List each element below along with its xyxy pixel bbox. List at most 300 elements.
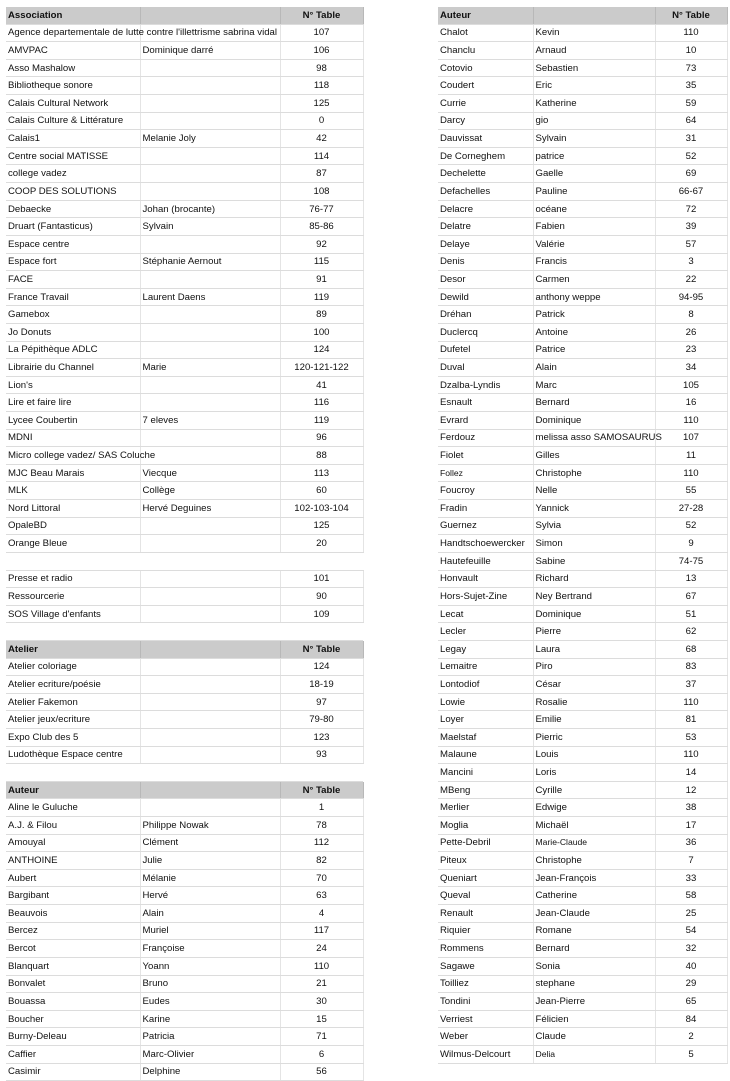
table-row — [6, 993, 363, 1011]
detail-cell — [140, 535, 280, 553]
detail-cell: Patrice — [533, 341, 655, 359]
name-cell: MLK — [6, 482, 140, 500]
name-cell: Presse et radio — [6, 570, 140, 588]
name-cell: Espace centre — [6, 235, 140, 253]
table-row — [438, 394, 727, 412]
table-row — [438, 1010, 727, 1028]
table-number-cell: 41 — [280, 376, 363, 394]
detail-cell: Viecque — [140, 464, 280, 482]
name-cell: Chanclu — [438, 42, 533, 60]
table-row — [6, 253, 363, 271]
detail-cell: Karine — [140, 1010, 280, 1028]
table-number-cell: 73 — [655, 59, 727, 77]
table-row — [438, 95, 727, 113]
header-cell: N° Table — [655, 7, 727, 24]
detail-cell: Philippe Nowak — [140, 817, 280, 835]
header-cell: Auteur — [438, 7, 533, 24]
detail-cell: Michaël — [533, 817, 655, 835]
table-number-cell: 55 — [655, 482, 727, 500]
table-row — [438, 975, 727, 993]
detail-cell: 7 eleves — [140, 412, 280, 430]
table-row — [438, 552, 727, 570]
name-cell: Hors-Sujet-Zine — [438, 588, 533, 606]
name-cell: Duclercq — [438, 323, 533, 341]
name-cell: Wilmus-Delcourt — [438, 1045, 533, 1063]
name-cell: Casimir — [6, 1063, 140, 1081]
table-number-cell: 51 — [655, 605, 727, 623]
table-row — [438, 957, 727, 975]
detail-cell — [140, 77, 280, 95]
detail-cell — [140, 676, 280, 694]
detail-cell: Marie-Claude — [533, 834, 655, 852]
table-row — [438, 852, 727, 870]
name-cell: Legay — [438, 640, 533, 658]
name-cell: Calais Cultural Network — [6, 95, 140, 113]
name-cell: Moglia — [438, 817, 533, 835]
table-row — [6, 799, 363, 817]
name-cell: Amouyal — [6, 834, 140, 852]
detail-cell — [140, 447, 280, 465]
table-number-cell: 88 — [280, 447, 363, 465]
table-number-cell: 52 — [655, 517, 727, 535]
table-number-cell: 22 — [655, 271, 727, 289]
table-row — [6, 1063, 363, 1081]
table-number-cell: 105 — [655, 376, 727, 394]
name-cell: France Travail — [6, 288, 140, 306]
detail-cell: Kevin — [533, 24, 655, 42]
table-number-cell: 124 — [280, 658, 363, 676]
table-row — [438, 200, 727, 218]
table-number-cell: 60 — [280, 482, 363, 500]
name-cell: Orange Bleue — [6, 535, 140, 553]
name-cell: Gamebox — [6, 306, 140, 324]
name-cell: Espace fort — [6, 253, 140, 271]
table-row — [438, 887, 727, 905]
right-column — [438, 7, 727, 1064]
detail-cell: patrice — [533, 147, 655, 165]
detail-cell: Ney Bertrand — [533, 588, 655, 606]
detail-cell: Richard — [533, 570, 655, 588]
table-number-cell: 112 — [280, 834, 363, 852]
table-row — [438, 728, 727, 746]
detail-cell: Bruno — [140, 975, 280, 993]
table-number-cell: 58 — [655, 887, 727, 905]
table-row — [438, 993, 727, 1011]
table-number-cell: 7 — [655, 852, 727, 870]
table-row — [6, 676, 363, 694]
name-cell — [6, 764, 140, 782]
table-number-cell: 27-28 — [655, 500, 727, 518]
detail-cell: Gaelle — [533, 165, 655, 183]
table-number-cell: 10 — [655, 42, 727, 60]
name-cell: Mancini — [438, 764, 533, 782]
detail-cell: Antoine — [533, 323, 655, 341]
table-row — [438, 464, 727, 482]
table-number-cell: 96 — [280, 429, 363, 447]
table-number-cell: 110 — [655, 693, 727, 711]
detail-cell — [140, 517, 280, 535]
table-number-cell: 110 — [655, 24, 727, 42]
table-row — [6, 552, 363, 570]
table-row — [438, 570, 727, 588]
table-row — [438, 623, 727, 641]
table-number-cell: 97 — [280, 693, 363, 711]
detail-cell: melissa asso SAMOSAURUS — [533, 429, 655, 447]
detail-cell — [140, 588, 280, 606]
table-row — [438, 412, 727, 430]
table-number-cell: 118 — [280, 77, 363, 95]
table-row — [438, 588, 727, 606]
header-cell: Association — [6, 7, 140, 24]
table-row — [438, 165, 727, 183]
table-row — [6, 200, 363, 218]
name-cell: Druart (Fantasticus) — [6, 218, 140, 236]
name-cell: Delatre — [438, 218, 533, 236]
detail-cell: Louis — [533, 746, 655, 764]
name-cell: Desor — [438, 271, 533, 289]
name-cell: Loyer — [438, 711, 533, 729]
table-row — [6, 376, 363, 394]
name-cell: Lecler — [438, 623, 533, 641]
table-number-cell: 123 — [280, 728, 363, 746]
header-cell: Atelier — [6, 641, 140, 658]
table-row — [438, 746, 727, 764]
detail-cell: Jean-François — [533, 869, 655, 887]
name-cell: Ludothèque Espace centre — [6, 746, 140, 764]
table-number-cell: 125 — [280, 517, 363, 535]
table-row — [6, 323, 363, 341]
name-cell: Defachelles — [438, 183, 533, 201]
detail-cell: Loris — [533, 764, 655, 782]
table-row — [438, 676, 727, 694]
table-number-cell: 9 — [655, 535, 727, 553]
detail-cell: Valérie — [533, 235, 655, 253]
table-row — [438, 869, 727, 887]
detail-cell: Jean-Claude — [533, 905, 655, 923]
name-cell: Bonvalet — [6, 975, 140, 993]
table-row — [6, 940, 363, 958]
table-number-cell: 20 — [280, 535, 363, 553]
table-row — [6, 95, 363, 113]
name-cell: Esnault — [438, 394, 533, 412]
table-row — [438, 323, 727, 341]
name-cell: Darcy — [438, 112, 533, 130]
table-number-cell: 13 — [655, 570, 727, 588]
detail-cell: Christophe — [533, 852, 655, 870]
name-cell: Ressourcerie — [6, 588, 140, 606]
table-number-cell: 113 — [280, 464, 363, 482]
header-cell: N° Table — [280, 782, 363, 799]
table-number-cell: 91 — [280, 271, 363, 289]
table-row — [438, 482, 727, 500]
table-header — [6, 782, 363, 799]
table-row — [6, 359, 363, 377]
name-cell: ANTHOINE — [6, 852, 140, 870]
name-cell: Dewild — [438, 288, 533, 306]
name-cell: SOS Village d'enfants — [6, 605, 140, 623]
detail-cell: Dominique darré — [140, 42, 280, 60]
detail-cell: Eudes — [140, 993, 280, 1011]
table-row — [438, 1045, 727, 1063]
table-row — [6, 288, 363, 306]
table-row — [6, 306, 363, 324]
detail-cell: Arnaud — [533, 42, 655, 60]
table-row — [438, 764, 727, 782]
detail-cell: Laura — [533, 640, 655, 658]
name-cell: Bercot — [6, 940, 140, 958]
detail-cell: Marc — [533, 376, 655, 394]
detail-cell: Félicien — [533, 1010, 655, 1028]
name-cell: Renault — [438, 905, 533, 923]
table-number-cell: 119 — [280, 412, 363, 430]
detail-cell — [140, 658, 280, 676]
table-number-cell: 1 — [280, 799, 363, 817]
table-row — [438, 288, 727, 306]
detail-cell: Sylvain — [533, 130, 655, 148]
detail-cell — [140, 306, 280, 324]
table-row — [438, 306, 727, 324]
table-row — [6, 905, 363, 923]
header-cell — [140, 7, 280, 24]
name-cell: Dzalba-Lyndis — [438, 376, 533, 394]
table-number-cell: 110 — [655, 464, 727, 482]
table-number-cell: 40 — [655, 957, 727, 975]
table-number-cell: 34 — [655, 359, 727, 377]
detail-cell: Muriel — [140, 922, 280, 940]
table-row — [6, 588, 363, 606]
table-number-cell: 67 — [655, 588, 727, 606]
table-number-cell: 120-121-122 — [280, 359, 363, 377]
detail-cell: Collège — [140, 482, 280, 500]
table-number-cell: 117 — [280, 922, 363, 940]
table-number-cell — [280, 623, 363, 641]
table-number-cell: 107 — [655, 429, 727, 447]
table-header — [438, 7, 727, 24]
table-row — [6, 975, 363, 993]
table-row — [6, 447, 363, 465]
table-number-cell: 11 — [655, 447, 727, 465]
table-number-cell: 110 — [280, 957, 363, 975]
table-row — [438, 147, 727, 165]
table-row — [438, 535, 727, 553]
name-cell: Aline le Guluche — [6, 799, 140, 817]
name-cell: Hautefeuille — [438, 552, 533, 570]
name-cell: Evrard — [438, 412, 533, 430]
table-row — [6, 235, 363, 253]
name-cell: Micro college vadez/ SAS Coluche — [6, 447, 140, 465]
table-number-cell: 53 — [655, 728, 727, 746]
name-cell: Denis — [438, 253, 533, 271]
detail-cell: Alain — [140, 905, 280, 923]
table-number-cell: 66-67 — [655, 183, 727, 201]
name-cell: Sagawe — [438, 957, 533, 975]
table-number-cell: 74-75 — [655, 552, 727, 570]
header-cell: N° Table — [280, 641, 363, 658]
detail-cell: Dominique — [533, 605, 655, 623]
name-cell: Librairie du Channel — [6, 359, 140, 377]
table-number-cell: 98 — [280, 59, 363, 77]
name-cell: Atelier coloriage — [6, 658, 140, 676]
table-number-cell: 79-80 — [280, 711, 363, 729]
table-number-cell: 89 — [280, 306, 363, 324]
name-cell: Bouassa — [6, 993, 140, 1011]
table-row — [6, 764, 363, 782]
detail-cell: Delphine — [140, 1063, 280, 1081]
detail-cell — [140, 183, 280, 201]
table-row — [6, 77, 363, 95]
detail-cell: océane — [533, 200, 655, 218]
name-cell: Honvault — [438, 570, 533, 588]
table-number-cell: 82 — [280, 852, 363, 870]
name-cell: Maelstaf — [438, 728, 533, 746]
table-row — [6, 394, 363, 412]
table-number-cell: 5 — [655, 1045, 727, 1063]
table-number-cell: 81 — [655, 711, 727, 729]
detail-cell: Bernard — [533, 940, 655, 958]
name-cell: Lycee Coubertin — [6, 412, 140, 430]
name-cell: MJC Beau Marais — [6, 464, 140, 482]
table-number-cell: 23 — [655, 341, 727, 359]
table-number-cell: 69 — [655, 165, 727, 183]
table-number-cell: 92 — [280, 235, 363, 253]
table-number-cell: 115 — [280, 253, 363, 271]
table-number-cell: 59 — [655, 95, 727, 113]
name-cell: COOP DES SOLUTIONS — [6, 183, 140, 201]
name-cell: Atelier Fakemon — [6, 693, 140, 711]
name-cell: Toilliez — [438, 975, 533, 993]
table-number-cell: 18-19 — [280, 676, 363, 694]
table-row — [6, 887, 363, 905]
name-cell: Queniart — [438, 869, 533, 887]
name-cell: Currie — [438, 95, 533, 113]
name-cell: Verriest — [438, 1010, 533, 1028]
name-cell — [6, 552, 140, 570]
detail-cell: Marie — [140, 359, 280, 377]
table-number-cell: 24 — [280, 940, 363, 958]
table-row — [438, 235, 727, 253]
table-row — [438, 1028, 727, 1046]
table-number-cell: 108 — [280, 183, 363, 201]
table-number-cell: 32 — [655, 940, 727, 958]
table-number-cell: 29 — [655, 975, 727, 993]
table-number-cell: 125 — [280, 95, 363, 113]
table-number-cell — [280, 552, 363, 570]
table-number-cell: 25 — [655, 905, 727, 923]
table-row — [438, 77, 727, 95]
detail-cell: Pauline — [533, 183, 655, 201]
table-row — [438, 24, 727, 42]
table-row — [6, 517, 363, 535]
table-number-cell: 72 — [655, 200, 727, 218]
table-row — [6, 59, 363, 77]
table-row — [6, 464, 363, 482]
name-cell: Centre social MATISSE — [6, 147, 140, 165]
name-cell: Bargibant — [6, 887, 140, 905]
table-number-cell: 63 — [280, 887, 363, 905]
detail-cell: gio — [533, 112, 655, 130]
table-number-cell: 56 — [280, 1063, 363, 1081]
detail-cell — [140, 728, 280, 746]
name-cell — [6, 623, 140, 641]
table-number-cell: 106 — [280, 42, 363, 60]
auteur-table-right — [438, 7, 728, 1064]
detail-cell — [140, 711, 280, 729]
detail-cell: Pierric — [533, 728, 655, 746]
table-row — [438, 640, 727, 658]
table-number-cell: 16 — [655, 394, 727, 412]
name-cell: Delacre — [438, 200, 533, 218]
name-cell: Bibliotheque sonore — [6, 77, 140, 95]
table-row — [438, 59, 727, 77]
name-cell: Debaecke — [6, 200, 140, 218]
table-row — [438, 693, 727, 711]
name-cell: Lontodiof — [438, 676, 533, 694]
detail-cell: Sylvia — [533, 517, 655, 535]
table-row — [6, 500, 363, 518]
table-number-cell: 90 — [280, 588, 363, 606]
table-number-cell: 116 — [280, 394, 363, 412]
table-row — [6, 852, 363, 870]
name-cell: Fradin — [438, 500, 533, 518]
table-number-cell: 42 — [280, 130, 363, 148]
detail-cell: César — [533, 676, 655, 694]
name-cell: Tondini — [438, 993, 533, 1011]
name-cell: Chalot — [438, 24, 533, 42]
table-row — [438, 376, 727, 394]
table-row — [438, 218, 727, 236]
detail-cell — [140, 799, 280, 817]
name-cell: Merlier — [438, 799, 533, 817]
name-cell: A.J. & Filou — [6, 817, 140, 835]
table-number-cell: 26 — [655, 323, 727, 341]
table-number-cell: 93 — [280, 746, 363, 764]
detail-cell: anthony weppe — [533, 288, 655, 306]
detail-cell: Hervé Deguines — [140, 500, 280, 518]
detail-cell — [140, 429, 280, 447]
detail-cell — [140, 746, 280, 764]
header-cell — [533, 7, 655, 24]
detail-cell — [140, 764, 280, 782]
name-cell: Caffier — [6, 1045, 140, 1063]
name-cell: Rommens — [438, 940, 533, 958]
table-row — [6, 728, 363, 746]
table-number-cell: 4 — [280, 905, 363, 923]
name-cell: Foucroy — [438, 482, 533, 500]
auteur-table-left — [6, 782, 364, 1081]
name-cell: Lire et faire lire — [6, 394, 140, 412]
table-number-cell: 87 — [280, 165, 363, 183]
name-cell: college vadez — [6, 165, 140, 183]
table-row — [438, 799, 727, 817]
table-number-cell: 83 — [655, 658, 727, 676]
table-row — [6, 711, 363, 729]
detail-cell — [140, 394, 280, 412]
table-row — [6, 183, 363, 201]
detail-cell — [140, 112, 280, 130]
name-cell: Coudert — [438, 77, 533, 95]
header-cell — [140, 782, 280, 799]
name-cell: Piteux — [438, 852, 533, 870]
name-cell: Ferdouz — [438, 429, 533, 447]
detail-cell — [140, 147, 280, 165]
name-cell: OpaleBD — [6, 517, 140, 535]
table-row — [6, 1028, 363, 1046]
table-number-cell — [280, 764, 363, 782]
name-cell: Calais1 — [6, 130, 140, 148]
detail-cell — [140, 623, 280, 641]
table-row — [438, 711, 727, 729]
table-row — [438, 905, 727, 923]
